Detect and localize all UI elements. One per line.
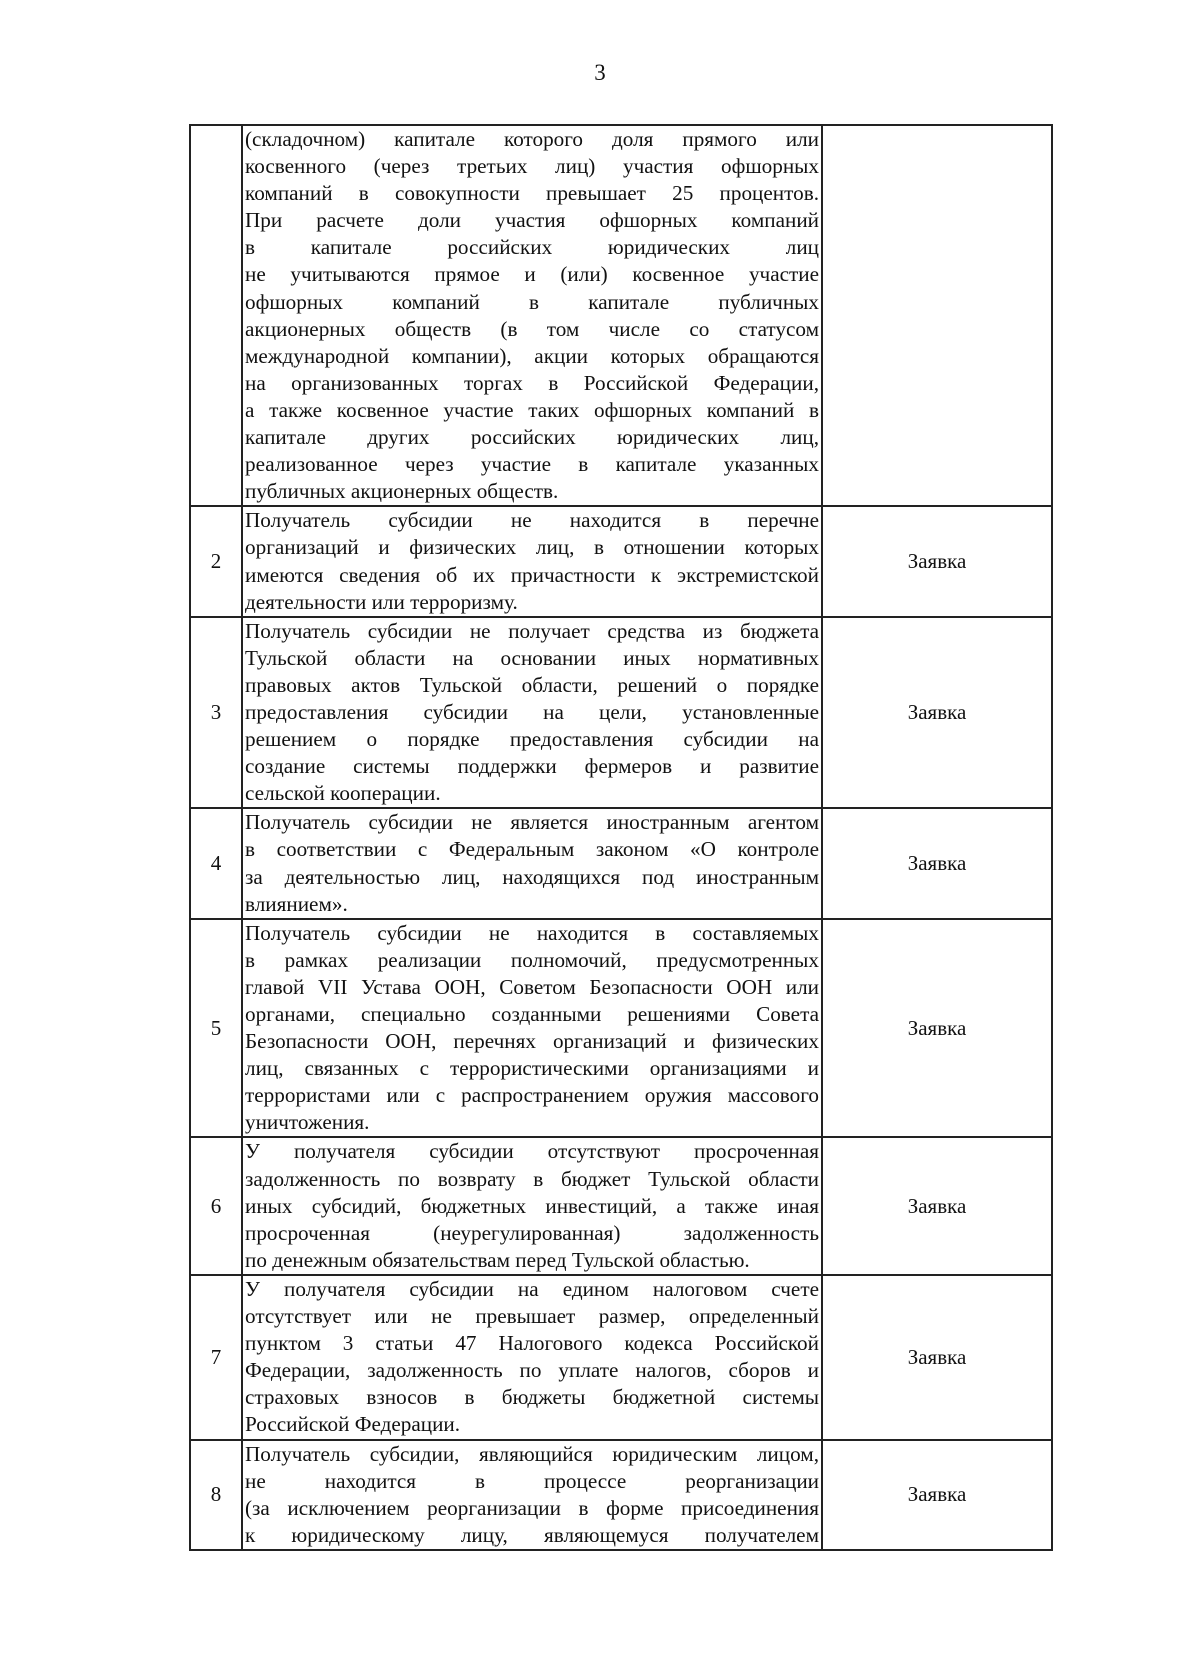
confirming-document: Заявка (822, 808, 1052, 918)
requirement-text-line: уничтожения. (245, 1110, 370, 1135)
requirement-text (242, 125, 822, 506)
requirement-text-line: Российской Федерации. (245, 1412, 461, 1437)
requirement-text-line: Получатель субсидии не находится в перечне (245, 508, 819, 533)
requirement-text-line: реализованное через участие в капитале указанных (245, 452, 819, 477)
requirement-text-line: капитале других российских юридических лиц, (245, 425, 819, 450)
requirement-text-line: лиц, связанных с террористическими организациями и (245, 1056, 819, 1081)
requirement-text-line: международной компании), акции которых обращаются (245, 343, 819, 368)
requirement-text-line: Безопасности ООН, перечнях организаций и физических (245, 1029, 819, 1054)
row-number: 8 (190, 1440, 242, 1550)
requirement-text-line: Получатель субсидии не получает средства из бюджета (245, 618, 819, 643)
requirement-text-line: иных субсидий, бюджетных инвестиций, а также иная (245, 1193, 819, 1218)
requirement-text-line: в соответствии с Федеральным законом «О контроле (245, 837, 819, 862)
requirements-table (189, 124, 1053, 1551)
requirement-text-line: страховых взносов в бюджеты бюджетной системы (245, 1385, 819, 1410)
requirement-text-line: а также косвенное участие таких офшорных компаний в (245, 397, 819, 422)
table-row (190, 506, 1052, 616)
requirement-text (242, 1440, 822, 1550)
requirement-text-line: Тульской области на основании иных нормативных (245, 645, 819, 670)
requirement-text-line: Федерации, задолженность по уплате налогов, сборов и (245, 1358, 819, 1383)
requirement-text-line: террористами или с распространением оружия массового (245, 1083, 819, 1108)
table-row (190, 1275, 1052, 1440)
requirement-text-line: деятельности или терроризму. (245, 589, 518, 614)
requirement-text (242, 617, 822, 809)
requirement-text-line: задолженность по возврату в бюджет Тульской области (245, 1166, 819, 1191)
requirement-text-line: влиянием». (245, 891, 348, 916)
requirement-text-line: пунктом 3 статьи 47 Налогового кодекса Российской (245, 1331, 819, 1356)
requirement-text-line: предоставления субсидии на цели, установленные (245, 699, 819, 724)
table-row (190, 919, 1052, 1138)
requirements-table-body (190, 125, 1052, 1550)
row-number: 7 (190, 1275, 242, 1440)
table-row (190, 1440, 1052, 1550)
requirement-text-line: на организованных торгах в Российской Федерации, (245, 370, 819, 395)
requirement-text-line: за деятельностью лиц, находящихся под иностранным (245, 864, 819, 889)
confirming-document: Заявка (822, 506, 1052, 616)
requirement-text (242, 1137, 822, 1274)
requirement-text-line: публичных акционерных обществ. (245, 479, 559, 504)
requirement-text-line: Получатель субсидии не является иностранным агентом (245, 810, 819, 835)
table-row (190, 1137, 1052, 1274)
requirement-text (242, 506, 822, 616)
confirming-document: Заявка (822, 1137, 1052, 1274)
requirement-text-line: При расчете доли участия офшорных компаний (245, 208, 819, 233)
requirement-text (242, 1275, 822, 1440)
row-number: 5 (190, 919, 242, 1138)
requirement-text-line: организаций и физических лиц, в отношении которых (245, 535, 819, 560)
requirement-text-line: Получатель субсидии, являющийся юридическим лицом, (245, 1441, 819, 1466)
requirement-text-line: Получатель субсидии не находится в составляемых (245, 920, 819, 945)
requirement-text-line: компаний в совокупности превышает 25 процентов. (245, 181, 819, 206)
requirement-text-line: не находится в процессе реорганизации (245, 1468, 819, 1493)
table-row (190, 808, 1052, 918)
requirement-text-line: отсутствует или не превышает размер, определенный (245, 1304, 819, 1329)
requirement-text-line: имеются сведения об их причастности к экстремистской (245, 562, 819, 587)
requirement-text-line: правовых актов Тульской области, решений о порядке (245, 672, 819, 697)
requirement-text-line: офшорных компаний в капитале публичных (245, 289, 819, 314)
requirement-text (242, 808, 822, 918)
requirement-text-line: У получателя субсидии отсутствуют просроченная (245, 1139, 819, 1164)
requirement-text-line: органами, специально созданными решениями Совета (245, 1002, 819, 1026)
row-number: 4 (190, 808, 242, 918)
requirement-text-line: к юридическому лицу, являющемуся получателем (245, 1522, 819, 1547)
requirement-text-line: сельской кооперации. (245, 781, 441, 806)
requirement-text-line: по денежным обязательствам перед Тульской областью. (245, 1247, 750, 1272)
confirming-document: Заявка (822, 617, 1052, 809)
requirement-text-line: в рамках реализации полномочий, предусмотренных (245, 947, 819, 972)
requirement-text-line: не учитываются прямое и (или) косвенное участие (245, 262, 819, 287)
requirement-text-line: решением о порядке предоставления субсидии на (245, 727, 819, 752)
confirming-document: Заявка (822, 1440, 1052, 1550)
requirement-text-line: акционерных обществ (в том числе со статусом (245, 316, 819, 341)
requirement-text-line: (складочном) капитале которого доля прямого или (245, 127, 819, 151)
confirming-document: Заявка (822, 919, 1052, 1138)
requirement-text-line: У получателя субсидии на едином налоговом счете (245, 1276, 819, 1301)
requirement-text-line: косвенного (через третьих лиц) участия офшорных (245, 154, 819, 179)
requirement-text (242, 919, 822, 1138)
requirement-text-line: главой VII Устава ООН, Советом Безопасности ООН или (245, 974, 819, 999)
requirement-text-line: в капитале российских юридических лиц (245, 235, 819, 260)
requirement-text-line: создание системы поддержки фермеров и развитие (245, 754, 819, 779)
confirming-document: Заявка (822, 1275, 1052, 1440)
confirming-document (822, 125, 1052, 506)
row-number: 6 (190, 1137, 242, 1274)
table-row (190, 125, 1052, 506)
row-number: 2 (190, 506, 242, 616)
table-row (190, 617, 1052, 809)
row-number: 3 (190, 617, 242, 809)
row-number (190, 125, 242, 506)
page-number: 3 (594, 60, 606, 85)
requirement-text-line: просроченная (неурегулированная) задолженность (245, 1220, 819, 1245)
requirement-text-line: (за исключением реорганизации в форме присоединения (245, 1495, 819, 1520)
